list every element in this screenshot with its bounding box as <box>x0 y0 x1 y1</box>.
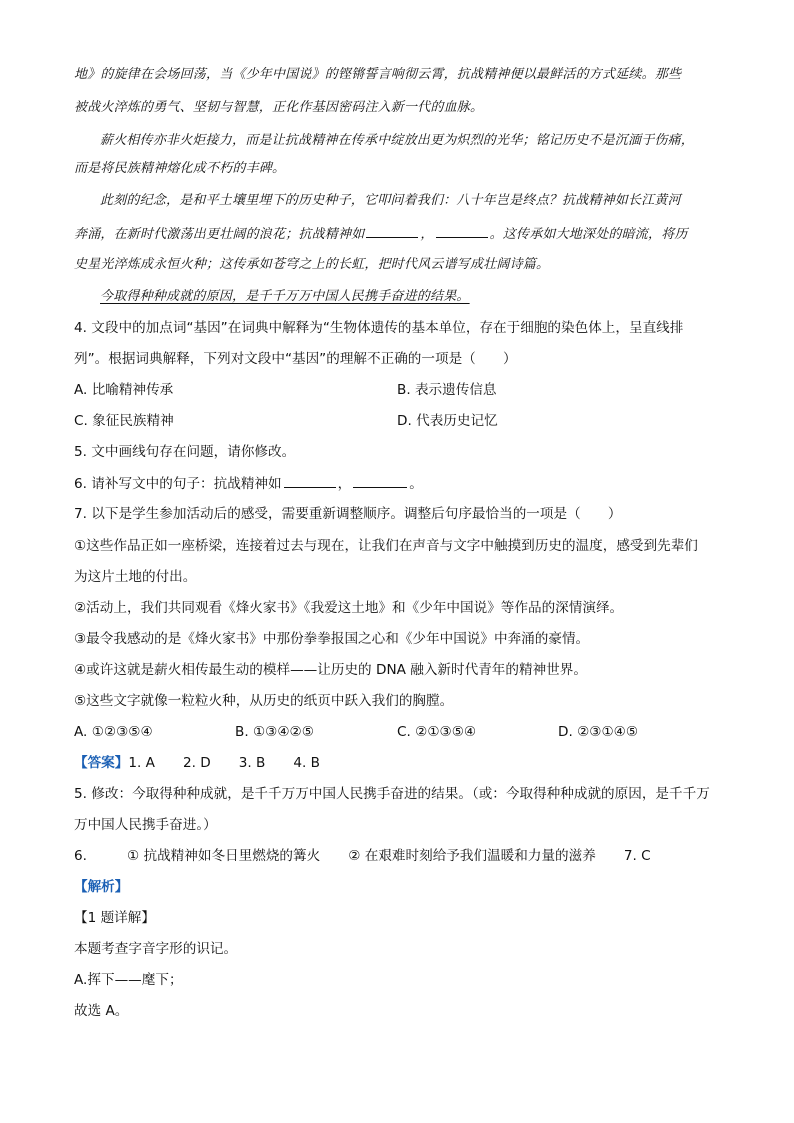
analysis-text: 本题考查字音字形的识记。 <box>74 941 238 957</box>
passage-text: ， <box>420 227 434 242</box>
question-text: 。 <box>409 476 423 492</box>
fill-blank <box>366 227 418 238</box>
answer-1: 1. A <box>128 755 155 771</box>
option-d: D. 代表历史记忆 <box>397 413 498 429</box>
question-text: 6. 请补写文中的句子：抗战精神如 <box>74 476 282 492</box>
option-c: C. 象征民族精神 <box>74 413 174 429</box>
sentence-4: ④或许这就是薪火相传最生动的模样——让历史的 DNA 融入新时代青年的精神世界。 <box>74 662 587 678</box>
fill-blank <box>436 227 488 238</box>
passage-line: 薪火相传亦非火炬接力，而是让抗战精神在传承中绽放出更为炽烈的光华；铭记历史不是沉湎于伤痛， <box>100 133 695 148</box>
fill-blank <box>284 477 336 488</box>
answer-5: 5. 修改：今取得种种成就，是千千万万中国人民携手奋进的结果。（或：今取得种种成就的原因，是千千万 <box>74 786 710 802</box>
passage-line: 史星光淬炼成永恒火种；这传承如苍穹之上的长虹，把时代风云谱写成壮阔诗篇。 <box>74 257 550 272</box>
passage-line-with-blanks <box>74 227 688 241</box>
question-4-stem: 列”。根据词典解释，下列对文段中“基因”的理解不正确的一项是（ ） <box>74 351 517 367</box>
answer-3: 3. B <box>238 755 266 771</box>
answer-line <box>74 757 320 771</box>
question-5: 5. 文中画线句存在问题，请你修改。 <box>74 444 296 460</box>
analysis-heading: 【1 题详解】 <box>74 910 155 926</box>
sentence-1: 为这片土地的付出。 <box>74 569 197 585</box>
question-7-stem: 7. 以下是学生参加活动后的感受，需要重新调整顺序。调整后句序最恰当的一项是（ ） <box>74 506 622 522</box>
answer-label: 【答案】 <box>74 755 129 771</box>
option-a: A. ①②③⑤④ <box>74 724 153 740</box>
sentence-5: ⑤这些文字就像一粒粒火种，从历史的纸页中跃入我们的胸膛。 <box>74 693 454 709</box>
analysis-text: 故选 A。 <box>74 1003 129 1019</box>
option-a: A. 比喻精神传承 <box>74 382 174 398</box>
analysis-text: A.挥下——麾下； <box>74 972 183 988</box>
answer-6-part-1: ① 抗战精神如冬日里燃烧的篝火 <box>126 848 321 864</box>
fill-blank <box>353 477 407 488</box>
passage-line: 被战火淬炼的勇气、坚韧与智慧，正化作基因密码注入新一代的血脉。 <box>74 100 484 115</box>
passage-text: 。这传承如大地深处的暗流，将历 <box>489 227 688 242</box>
answer-7: 7. C <box>623 848 651 864</box>
option-c: C. ②①③⑤④ <box>397 724 477 740</box>
option-d: D. ②③①④⑤ <box>558 724 639 740</box>
question-4-stem: 4. 文段中的加点词“基因”在词典中解释为“生物体遗传的基本单位，存在于细胞的染色体上，呈直线排 <box>74 320 684 336</box>
sentence-3: ③最令我感动的是《烽火家书》中那份拳拳报国之心和《少年中国说》中奔涌的豪情。 <box>74 631 590 647</box>
sentence-1: ①这些作品正如一座桥梁，连接着过去与现在，让我们在声音与文字中触摸到历史的温度，感受到先辈们 <box>74 538 698 554</box>
answer-6-part-2: ② 在艰难时刻给予我们温暖和力量的滋养 <box>348 848 596 864</box>
answer-6-number: 6. <box>74 848 87 864</box>
passage-text: 奔涌，在新时代激荡出更壮阔的浪花；抗战精神如 <box>74 227 365 242</box>
option-b: B. ①③④②⑤ <box>235 724 314 740</box>
passage-line: 而是将民族精神熔化成不朽的丰碑。 <box>74 161 286 176</box>
underlined-sentence: 今取得种种成就的原因，是千千万万中国人民携手奋进的结果。 <box>100 289 470 304</box>
option-b: B. 表示遗传信息 <box>397 382 497 398</box>
question-6 <box>74 477 423 492</box>
passage-line: 地》的旋律在会场回荡，当《少年中国说》的铿锵誓言响彻云霄，抗战精神便以最鲜活的方式延续。那些 <box>74 67 682 82</box>
analysis-label: 【解析】 <box>74 879 129 895</box>
answer-4: 4. B <box>293 755 320 771</box>
sentence-2: ②活动上，我们共同观看《烽火家书》《我爱这土地》和《少年中国说》等作品的深情演绎。 <box>74 600 624 616</box>
answer-2: 2. D <box>182 755 211 771</box>
answer-6-line <box>74 850 651 864</box>
passage-line: 此刻的纪念，是和平土壤里埋下的历史种子，它叩问着我们：八十年岂是终点？抗战精神如长江黄河 <box>100 193 681 208</box>
answer-5: 万中国人民携手奋进。） <box>74 817 217 833</box>
question-text: ， <box>337 476 352 492</box>
